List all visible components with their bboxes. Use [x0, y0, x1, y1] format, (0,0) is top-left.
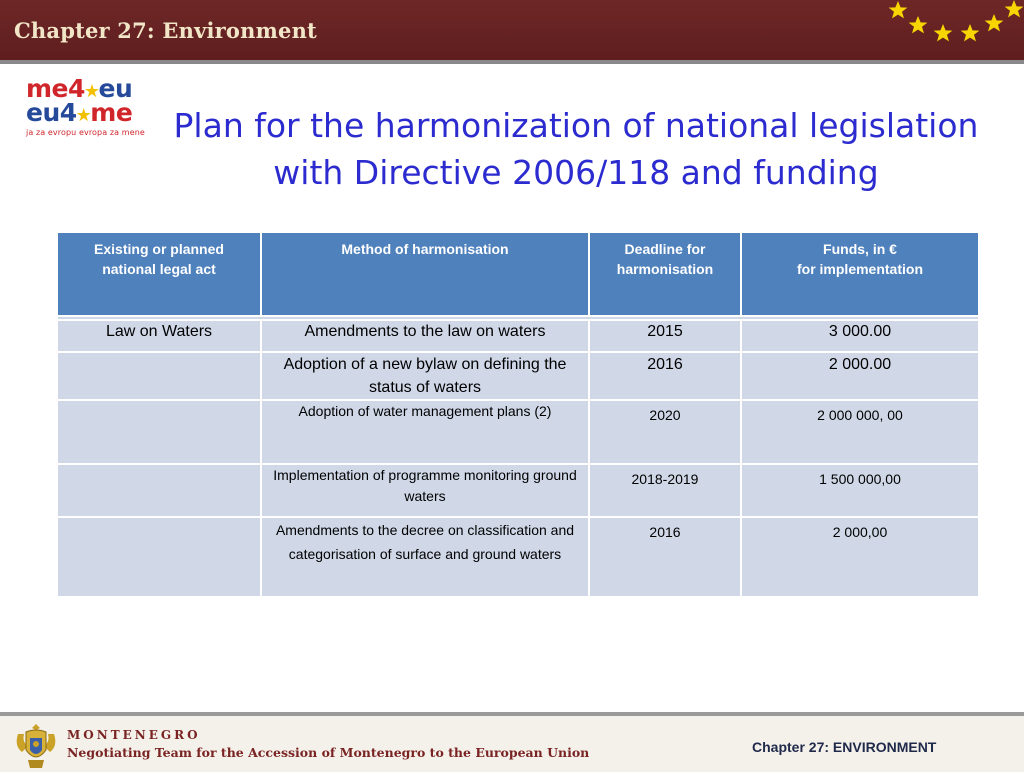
slide-title — [170, 102, 982, 196]
footer-chapter: Chapter 27: ENVIRONMENT — [752, 739, 937, 755]
star — [1005, 0, 1024, 17]
legal-act-cell — [57, 352, 261, 400]
deadline-cell: 2020 — [589, 400, 741, 464]
legal-act-cell — [57, 517, 261, 597]
column-header: Funds, in € for implementation — [741, 232, 979, 316]
method-cell: Amendments to the law on waters — [261, 320, 589, 352]
coat-of-arms-icon — [12, 720, 60, 772]
star — [961, 24, 980, 41]
deadline-cell: 2018-2019 — [589, 464, 741, 517]
me4eu-logo — [26, 76, 156, 140]
method-cell: Implementation of programme monitoring ground waters — [261, 464, 589, 517]
slide-title-line: Plan for the harmonization of national legislation — [173, 106, 979, 145]
footer-bar — [0, 712, 1024, 772]
deadline-cell: 2016 — [589, 517, 741, 597]
logo-tagline: ja za evropu evropa za mene — [26, 128, 145, 137]
logo-text: eu — [98, 74, 133, 103]
star — [889, 1, 908, 18]
table-header-row — [57, 232, 979, 316]
star — [909, 16, 928, 33]
funds-cell: 2 000.00 — [741, 352, 979, 400]
column-header: Deadline for harmonisation — [589, 232, 741, 316]
legal-act-cell: Law on Waters — [57, 320, 261, 352]
deadline-cell: 2016 — [589, 352, 741, 400]
deadline-cell: 2015 — [589, 320, 741, 352]
method-cell: Adoption of a new bylaw on defining the status of waters — [261, 352, 589, 400]
method-cell: Adoption of water management plans (2) — [261, 400, 589, 464]
column-header: Existing or planned national legal act — [57, 232, 261, 316]
table-row — [57, 352, 979, 400]
method-cell: Amendments to the decree on classification and categorisation of surface and ground waters — [261, 517, 589, 597]
header-title: Chapter 27: Environment — [14, 18, 317, 43]
header-bar — [0, 0, 1024, 64]
column-header: Method of harmonisation — [261, 232, 589, 316]
logo-text: me4 — [26, 74, 85, 103]
star — [985, 14, 1004, 31]
logo-text: me — [90, 98, 133, 127]
funds-cell: 2 000,00 — [741, 517, 979, 597]
table-row — [57, 464, 979, 517]
slide-title-line: with Directive 2006/118 and funding — [273, 153, 879, 192]
harmonization-table — [56, 231, 980, 598]
footer-country: MONTENEGRO — [67, 728, 201, 742]
funds-cell: 1 500 000,00 — [741, 464, 979, 517]
star-icon: ★ — [83, 81, 100, 102]
footer-team: Negotiating Team for the Accession of Montenegro to the European Union — [67, 745, 590, 760]
logo-text: eu4 — [26, 98, 77, 127]
table-row — [57, 320, 979, 352]
table-row — [57, 400, 979, 464]
funds-cell: 3 000.00 — [741, 320, 979, 352]
legal-act-cell — [57, 464, 261, 517]
legal-act-cell — [57, 400, 261, 464]
star — [934, 24, 953, 41]
funds-cell: 2 000 000, 00 — [741, 400, 979, 464]
table-row — [57, 517, 979, 597]
star-icon: ★ — [75, 105, 92, 126]
eu-stars-icon — [874, 0, 1024, 50]
